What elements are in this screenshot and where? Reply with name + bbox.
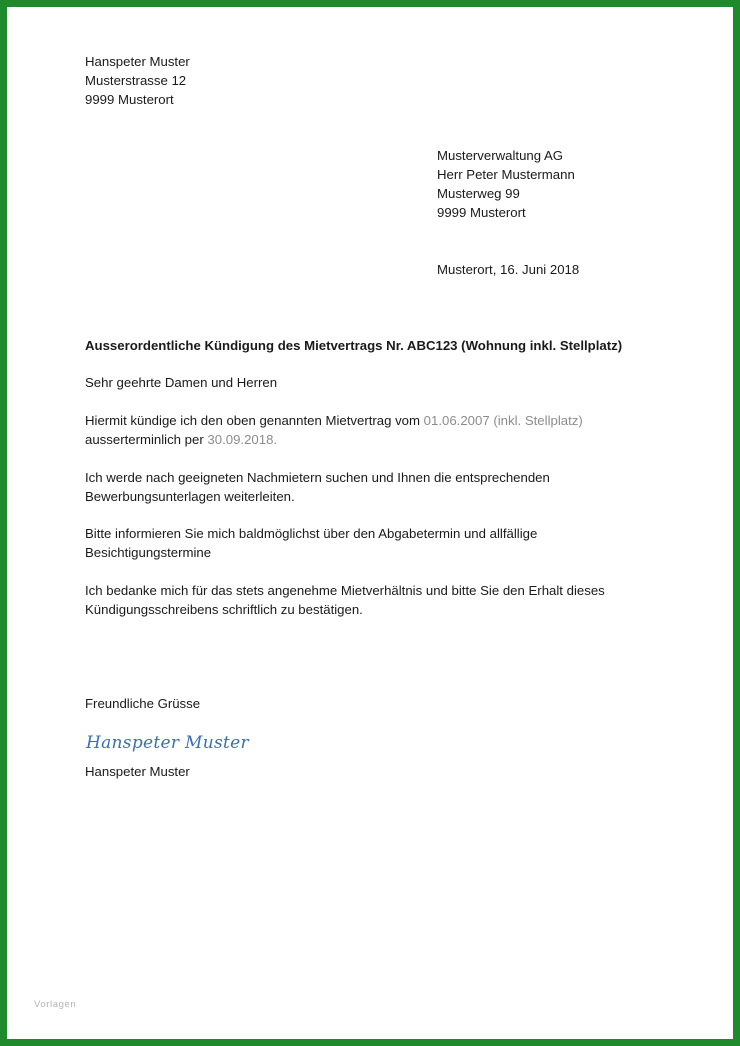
sender-name: Hanspeter Muster <box>85 54 190 69</box>
subject-line: Ausserordentliche Kündigung des Mietvertrags Nr. ABC123 (Wohnung inkl. Stellplatz) <box>85 338 623 353</box>
sender-street: Musterstrasse 12 <box>85 73 187 88</box>
paragraph-3-line-1: Bitte informieren Sie mich baldmöglichst über den Abgabetermin und allfällige <box>85 526 538 541</box>
paragraph-2-line-2: Bewerbungsunterlagen weiterleiten. <box>85 489 295 504</box>
letter-page <box>7 7 733 1039</box>
paragraph-4-line-2: Kündigungsschreibens schriftlich zu bestätigen. <box>85 602 363 617</box>
recipient-city: 9999 Musterort <box>437 205 526 220</box>
paragraph-3-line-2: Besichtigungstermine <box>85 545 212 560</box>
signer-name: Hanspeter Muster <box>85 764 190 779</box>
paragraph-1-text-2: ausserterminlich per <box>85 432 208 447</box>
handwritten-signature: Hanspeter Muster <box>86 733 249 753</box>
recipient-person: Herr Peter Mustermann <box>437 167 575 182</box>
paragraph-1-line-2 <box>85 430 277 449</box>
closing-greeting: Freundliche Grüsse <box>85 696 201 711</box>
termination-date-highlight: 30.09.2018. <box>207 432 278 447</box>
place-date: Musterort, 16. Juni 2018 <box>437 262 580 277</box>
contract-date-highlight: 01.06.2007 (inkl. Stellplatz) <box>423 413 583 428</box>
recipient-street: Musterweg 99 <box>437 186 520 201</box>
recipient-company: Musterverwaltung AG <box>437 148 564 163</box>
paragraph-1-text: Hiermit kündige ich den oben genannten Mietvertrag vom <box>85 413 424 428</box>
watermark-text: Vorlagen <box>34 999 77 1010</box>
paragraph-4-line-1: Ich bedanke mich für das stets angenehme Mietverhältnis und bitte Sie den Erhalt dieses <box>85 583 605 598</box>
paragraph-1-line-1 <box>85 411 583 430</box>
salutation: Sehr geehrte Damen und Herren <box>85 375 278 390</box>
paragraph-2-line-1: Ich werde nach geeigneten Nachmietern suchen und Ihnen die entsprechenden <box>85 470 550 485</box>
sender-city: 9999 Musterort <box>85 92 174 107</box>
